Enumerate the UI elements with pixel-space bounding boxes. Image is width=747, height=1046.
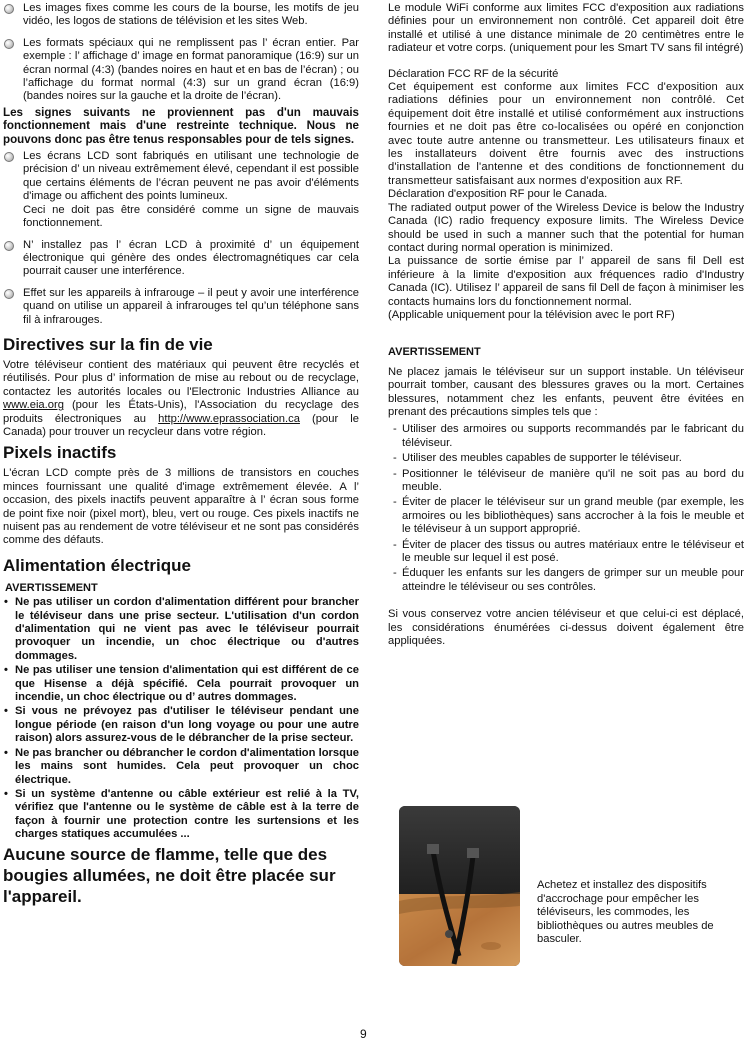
list-item: • Ne pas utiliser un cordon d'alimentation différent pour brancher le téléviseur dans une prise secteur. L'utilisation d'un cordon d'alimentation qui ne vient pas avec le téléviseur pourrait provoquer un incendie, un choc électrique ou d'autres dommages. — [3, 596, 359, 663]
bullet-icon — [4, 152, 14, 162]
tv-anchor-illustration — [399, 806, 520, 966]
fcc-rf-text: Cet équipement est conforme aux limites FCC d'exposition aux radiations définies pour un environnement non contrôlé. Cet équipement doit être installé et utilisé conformément aux instructions fournies et ne doit pas être co-localisées ou opéré en conjonction avec toute autre antenne ou transmetteur. Les utilisateurs finaux et les installateurs doivent être fournis avec des instructions d'installation de l'antenne et des conditions de fonctionnement du transmetteur satisfaisant aux normes d'exposition aux RF. — [388, 81, 744, 187]
left-column — [3, 2, 359, 907]
technical-limitation-statement: Les signes suivants ne proviennent pas d'un mauvais fonctionnement mais d'une restreinte technique. Nous ne pouvons donc pas être tenus responsables pour de tels signes. — [3, 105, 359, 146]
link-eia[interactable]: www.eia.org — [3, 399, 64, 412]
rf-port-note: (Applicable uniquement pour la télévision avec le port RF) — [388, 308, 675, 321]
heading-end-of-life: Directives sur la fin de vie — [3, 334, 213, 354]
bullet-icon — [4, 4, 14, 14]
fcc-rf-title: Déclaration FCC RF de la sécurité — [388, 67, 559, 80]
list-item: Les écrans LCD sont fabriqués en utilisant une technologie de précision d’ un niveau extrêmement élevé, cependant il est possible que certains éléments de l’écran peuvent ne pas avoir d'éléments d'image ou affichent des points lumineux. Ceci ne doit pas être considéré comme un signe de mauvais fonctionnement. — [3, 150, 359, 230]
list-item: Effet sur les appareils à infrarouge – il peut y avoir une interférence quand on utilise un appareil à infrarouges tel qu’un téléphone sans fil à infrarouges. — [3, 287, 359, 327]
canada-title: Déclaration d'exposition RF pour le Canada. — [388, 188, 608, 201]
flame-warning: Aucune source de flamme, telle que des bougies allumées, ne doit être placée sur l'appareil. — [3, 844, 336, 906]
canada-fr-text: La puissance de sortie émise par l’ appareil de sans fil Dell est inférieure à la limite d'exposition aux fréquences radio d'Industry Canada (IC). Utilisez l’ appareil de sans fil Dell de façon à minimiser les contacts humains lors du fonctionnement normal. — [388, 255, 744, 308]
list-item: - Utiliser des armoires ou supports recommandés par le fabricant du téléviseur. — [388, 423, 744, 450]
list-item: • Ne pas brancher ou débrancher le cordon d'alimentation lorsque les mains sont humides. Cela peut provoquer un choc électrique. — [3, 747, 359, 787]
list-item: • Si vous ne prévoyez pas d'utiliser le téléviseur pendant une longue période (en raison d'un long voyage ou pour une autre raison) alors assurez-vous de le débrancher de la prise secteur. — [3, 705, 359, 745]
list-item: Les formats spéciaux qui ne remplissent pas l’ écran entier. Par exemple : l’ affichage d’ image en format panoramique (16:9) sur un écran normal (4:3) (bandes noires en haut et en bas de l’écran) ; ou l’affichage du format normal (4:3) sur un grand écran (16:9) (bandes noires sur la gauche et la droite de l’écran). — [3, 37, 359, 104]
photo-caption: Achetez et installez des dispositifs d'accrochage pour empêcher les téléviseurs, les commodes, les bibliothèques ou autres meubles de basculer. — [537, 879, 714, 946]
right-column — [388, 2, 744, 946]
list-item: - Éviter de placer le téléviseur sur un grand meuble (par exemple, les armoires ou les bibliothèques) sans accrocher à la fois le meuble et le téléviseur à un support approprié. — [388, 496, 744, 536]
heading-power-supply: Alimentation électrique — [3, 555, 191, 575]
heading-dead-pixels: Pixels inactifs — [3, 443, 117, 463]
tv-anchor-photo — [399, 806, 520, 966]
power-warning-list — [3, 596, 359, 841]
warning-label: AVERTISSEMENT — [388, 346, 481, 359]
bullet-list-lcd — [3, 150, 359, 327]
list-item: Les images fixes comme les cours de la bourse, les motifs de jeu vidéo, les logos de stations de télévision et les sites Web. — [3, 2, 359, 29]
link-epra[interactable]: http://www.eprassociation.ca — [158, 412, 300, 425]
bullet-icon — [4, 289, 14, 299]
stand-precautions-list — [388, 423, 744, 594]
page-number: 9 — [360, 1027, 367, 1041]
old-tv-text: Si vous conservez votre ancien téléviseur et que celui-ci est déplacé, les considérations énumérées ci-dessus doivent également être appliquées. — [388, 608, 744, 648]
list-item: • Si un système d'antenne ou câble extérieur est relié à la TV, vérifiez que l'antenne ou le système de câble est à la terre de façon à fournir une protection contre les surtensions et les charges statiques accumulées ... — [3, 788, 359, 842]
fcc-wifi-text: Le module WiFi conforme aux limites FCC d'exposition aux radiations définies pour un environnement non contrôlé. Cet appareil doit être installé et utilisé à une distance minimale de 20 centimètres entre le radiateur et votre corps. (uniquement pour les Smart TV sans fil intégré) — [388, 2, 744, 55]
bullet-list-images — [3, 2, 359, 104]
dead-pixels-text: L'écran LCD compte près de 3 millions de transistors en couches minces fournissant une qualité d'image extrêmement élevée. A l’ occasion, des pixels inactifs peuvent apparaître à l’ écran sous forme de point fixe noir (pixel mort), bleu, vert ou rouge. Ces pixels inactifs ne nuisent pas au rendement de votre téléviseur et ne sont pas considérés comme des défauts. — [3, 467, 359, 547]
stand-warning-text: Ne placez jamais le téléviseur sur un support instable. Un téléviseur pourrait tomber, causant des blessures graves ou la mort. Certaines blessures, notamment chez les enfants, peuvent être évitées en prenant des précautions simples tels que : — [388, 365, 744, 418]
warning-label: AVERTISSEMENT — [5, 581, 98, 594]
end-of-life-text: Votre téléviseur contient des matériaux qui peuvent être recyclés et réutilisés. Pour plus d’ information de mise au rebout ou de recyclage, contactez les autorités locales ou l'Electronic Industries Alliance au www.eia.org (pour les États-Unis), l'Association du recyclage des produits électroniques au http://www.eprassociation.ca (pour le Canada) pour trouver un recycleur dans votre région. — [3, 358, 359, 438]
canada-en-text: The radiated output power of the Wireless Device is below the Industry Canada (IC) radio frequency exposure limits. The Wireless Device should be used in such a manner such that the potential for human contact during normal operation is minimized. — [388, 201, 744, 254]
bullet-icon — [4, 39, 14, 49]
list-item: - Éviter de placer des tissus ou autres matériaux entre le téléviseur et le meuble sur lequel il est posé. — [388, 539, 744, 566]
list-item: N’ installez pas l’ écran LCD à proximité d’ un équipement électronique qui génère des ondes électromagnétiques car cela pourrait causer une interférence. — [3, 239, 359, 279]
list-item: - Utiliser des meubles capables de supporter le téléviseur. — [388, 452, 744, 465]
list-item: - Positionner le téléviseur de manière qu'il ne soit pas au bord du meuble. — [388, 468, 744, 495]
bullet-icon — [4, 241, 14, 251]
list-item: - Éduquer les enfants sur les dangers de grimper sur un meuble pour atteindre le téléviseur ou ses contrôles. — [388, 567, 744, 594]
list-item: • Ne pas utiliser une tension d'alimentation qui est différent de ce que Hisense a déjà spécifié. Cela pourrait provoquer un incendie, un choc électrique ou d’ autres dommages. — [3, 664, 359, 704]
